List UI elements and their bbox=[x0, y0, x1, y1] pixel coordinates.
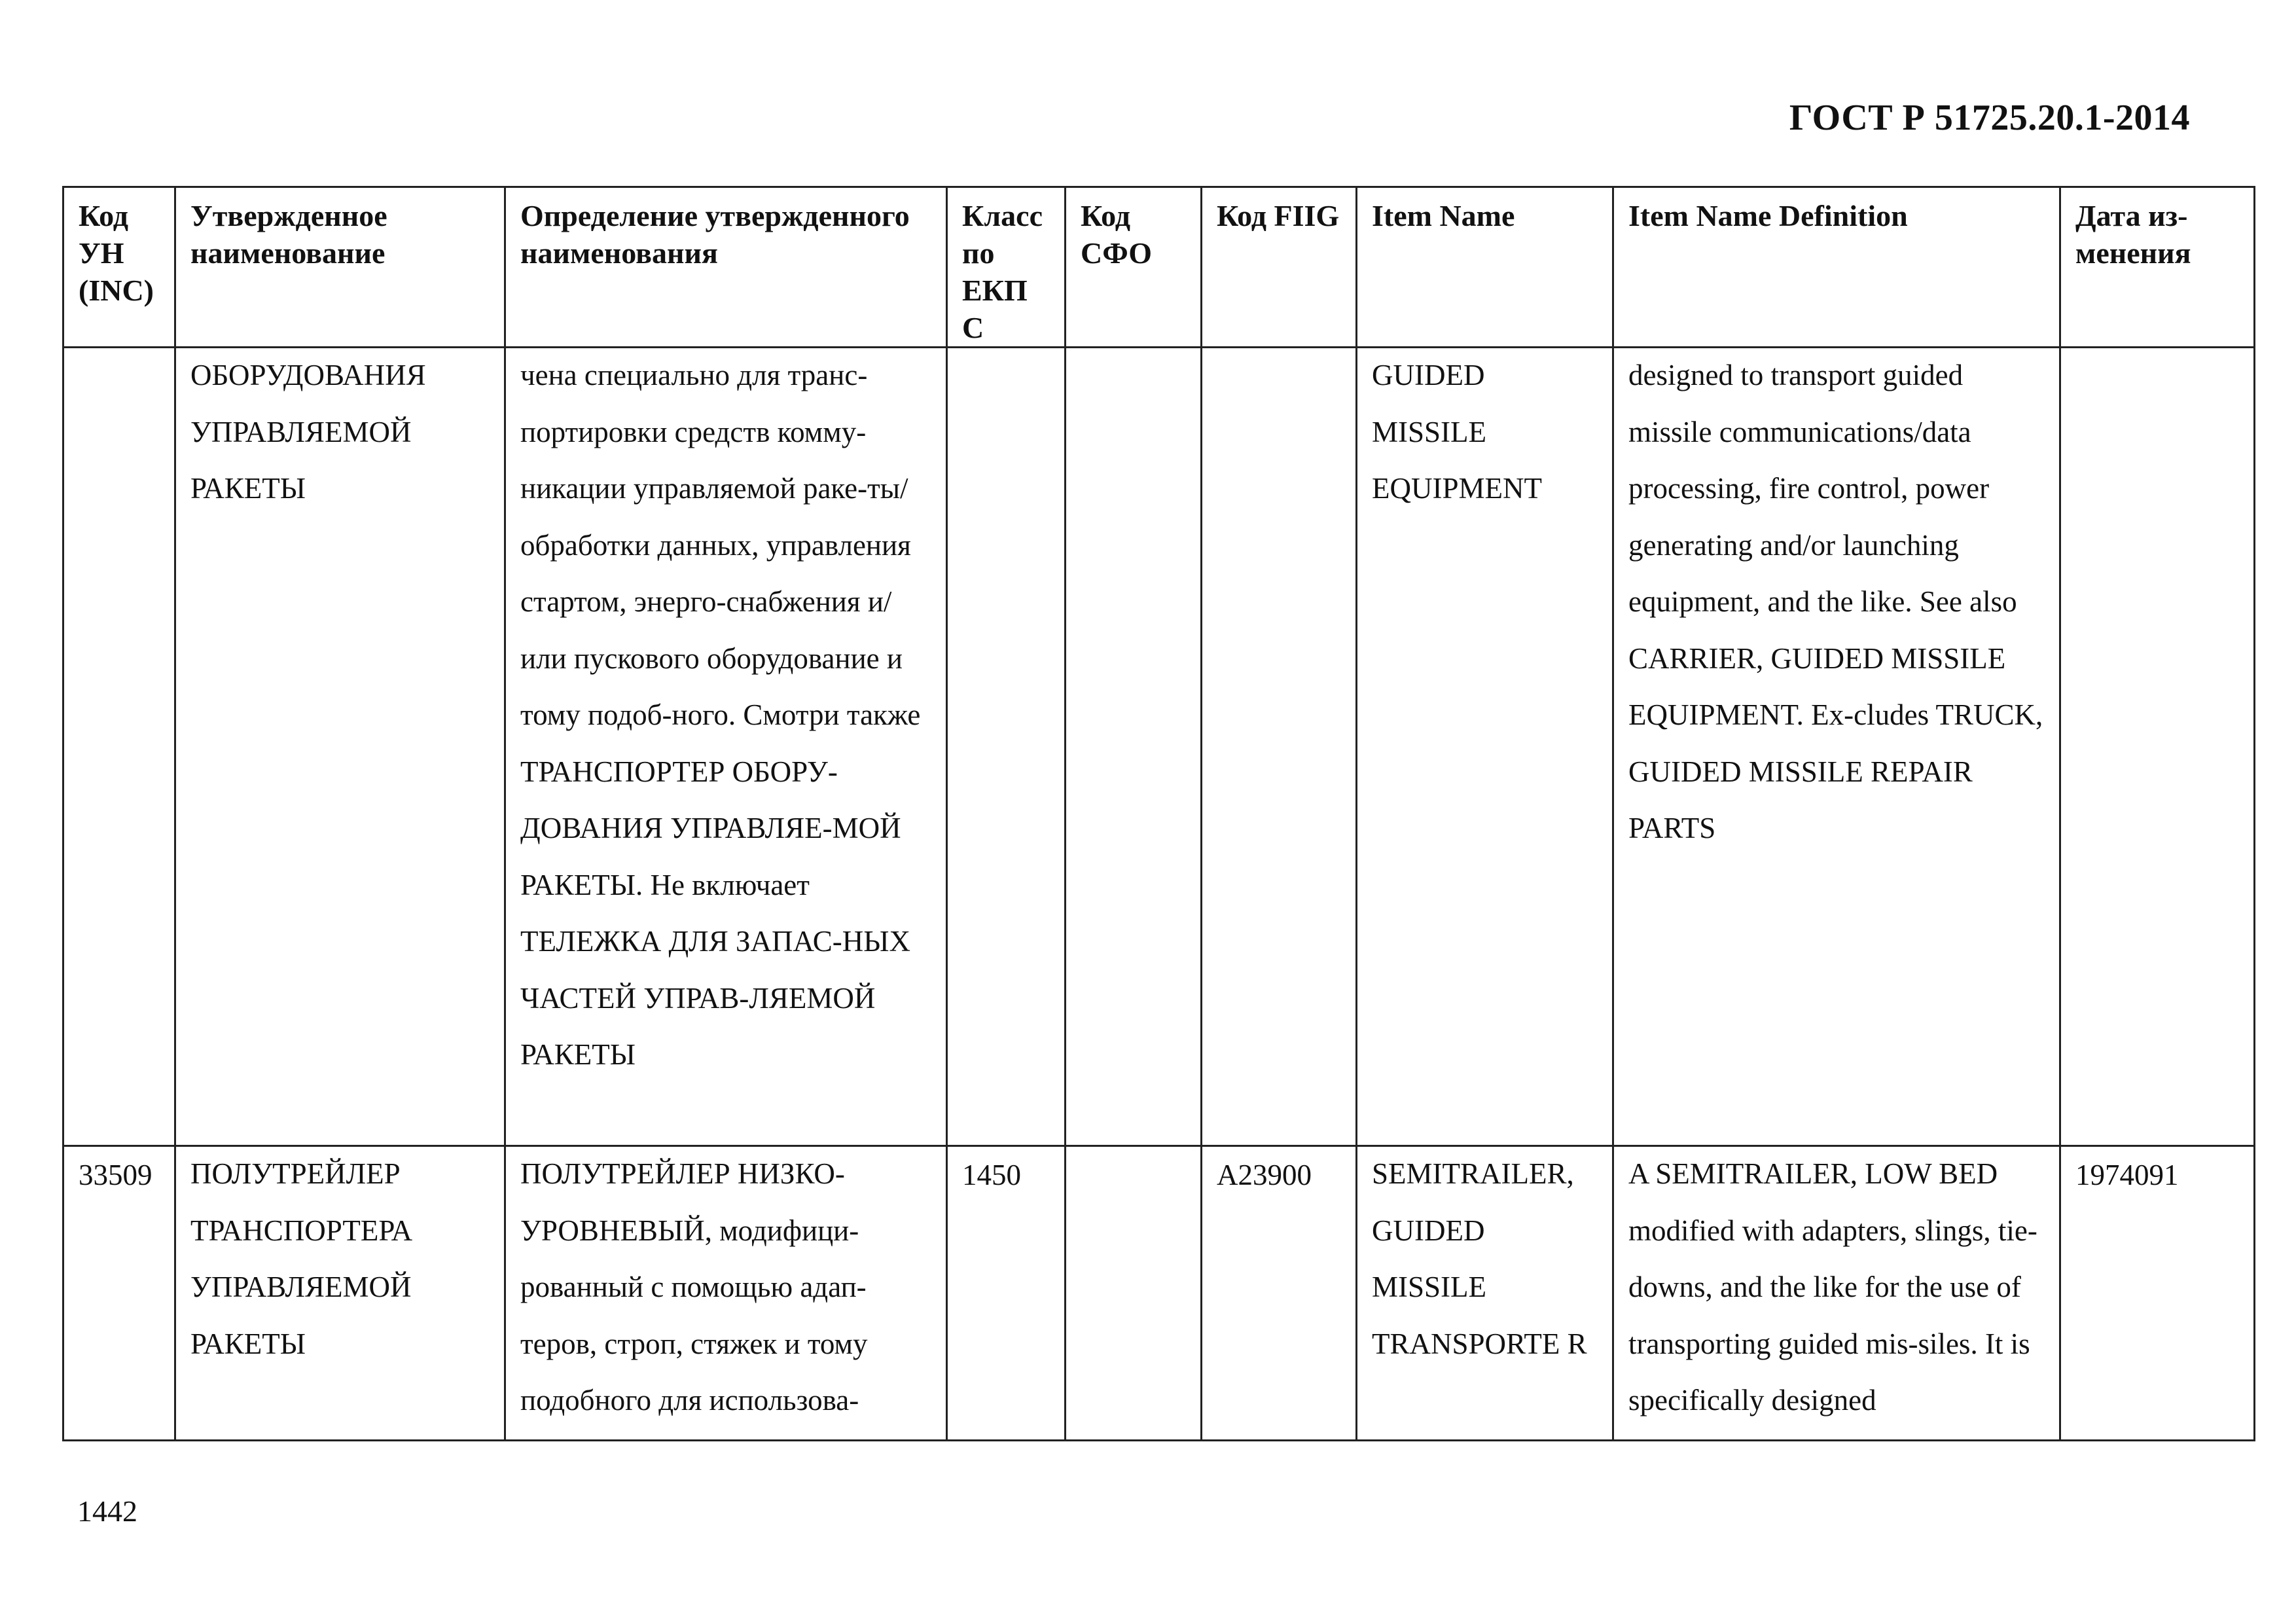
item-name-value: SEMITRAILER, GUIDED MISSILE TRANSPORTE R bbox=[1372, 1157, 1587, 1360]
cell-class bbox=[947, 348, 1066, 1146]
class-value: 1450 bbox=[962, 1159, 1021, 1191]
cell-item-definition bbox=[1613, 348, 2060, 1146]
document-code: ГОСТ Р 51725.20.1-2014 bbox=[1789, 98, 2190, 138]
table-row bbox=[63, 348, 2255, 1146]
cell-definition bbox=[505, 1146, 947, 1441]
cell-inc bbox=[63, 348, 175, 1146]
cell-fiig bbox=[1202, 348, 1357, 1146]
cell-date bbox=[2060, 348, 2255, 1146]
page-number: 1442 bbox=[77, 1494, 137, 1528]
col-header-sfo: Код СФО bbox=[1066, 187, 1202, 348]
cell-approved-name bbox=[175, 348, 505, 1146]
item-definition-value: A SEMITRAILER, LOW BED modified with adapters, slings, tie-downs, and the like for the use of transporting guided mis-siles. It is specifically designed bbox=[1628, 1157, 2037, 1416]
inc-value: 33509 bbox=[79, 1159, 152, 1191]
cell-item-name bbox=[1357, 1146, 1613, 1441]
approved-name-value: ОБОРУДОВАНИЯ УПРАВЛЯЕМОЙ РАКЕТЫ bbox=[190, 359, 426, 505]
cell-approved-name bbox=[175, 1146, 505, 1441]
definition-value: чена специально для транс-портировки средств комму-никации управляемой раке-ты/обработки данных, управления стартом, энерго-снабжения и/или пускового оборудование и тому подоб-ного. Смотри также ТРАНСПОРТЕР ОБОРУ-ДОВАНИЯ УПРАВЛЯЕ-МОЙ РАКЕТЫ. Не включает ТЕЛЕЖКА ДЛЯ ЗАПАС-НЫХ ЧАСТЕЙ УПРАВ-ЛЯЕМОЙ РАКЕТЫ bbox=[520, 359, 921, 1071]
definition-value: ПОЛУТРЕЙЛЕР НИЗКО-УРОВНЕВЫЙ, модифици-рованный с помощью адап-теров, строп, стяжек и тому подобного для использова- bbox=[520, 1157, 868, 1416]
cell-definition bbox=[505, 348, 947, 1146]
col-header-date: Дата из-менения bbox=[2060, 187, 2255, 348]
cell-sfo bbox=[1066, 1146, 1202, 1441]
table-row bbox=[63, 1146, 2255, 1441]
col-header-approved-name: Утвержденное наименование bbox=[175, 187, 505, 348]
col-header-class: Класс по ЕКП С bbox=[947, 187, 1066, 348]
cell-inc bbox=[63, 1146, 175, 1441]
item-name-value: GUIDED MISSILE EQUIPMENT bbox=[1372, 359, 1542, 505]
approved-name-value: ПОЛУТРЕЙЛЕР ТРАНСПОРТЕРА УПРАВЛЯЕМОЙ РАКЕТЫ bbox=[190, 1157, 413, 1360]
cell-item-definition bbox=[1613, 1146, 2060, 1441]
cell-class bbox=[947, 1146, 1066, 1441]
col-header-item-name: Item Name bbox=[1357, 187, 1613, 348]
col-header-inc: Код УН (INC) bbox=[63, 187, 175, 348]
fiig-value: A23900 bbox=[1217, 1159, 1312, 1191]
cell-sfo bbox=[1066, 348, 1202, 1146]
col-header-definition: Определение утвержденного наименования bbox=[505, 187, 947, 348]
col-header-fiig: Код FIIG bbox=[1202, 187, 1357, 348]
cell-date bbox=[2060, 1146, 2255, 1441]
cell-item-name bbox=[1357, 348, 1613, 1146]
table-header-row bbox=[63, 187, 2255, 348]
date-value: 1974091 bbox=[2075, 1159, 2179, 1191]
item-names-table bbox=[62, 186, 2255, 1441]
item-definition-value: designed to transport guided missile communications/data processing, fire control, power generating and/or launching equipment, and the like. See also CARRIER, GUIDED MISSILE EQUIPMENT. Ex-cludes TRUCK, GUIDED MISSILE REPAIR PARTS bbox=[1628, 359, 2043, 844]
cell-fiig bbox=[1202, 1146, 1357, 1441]
col-header-item-definition: Item Name Definition bbox=[1613, 187, 2060, 348]
